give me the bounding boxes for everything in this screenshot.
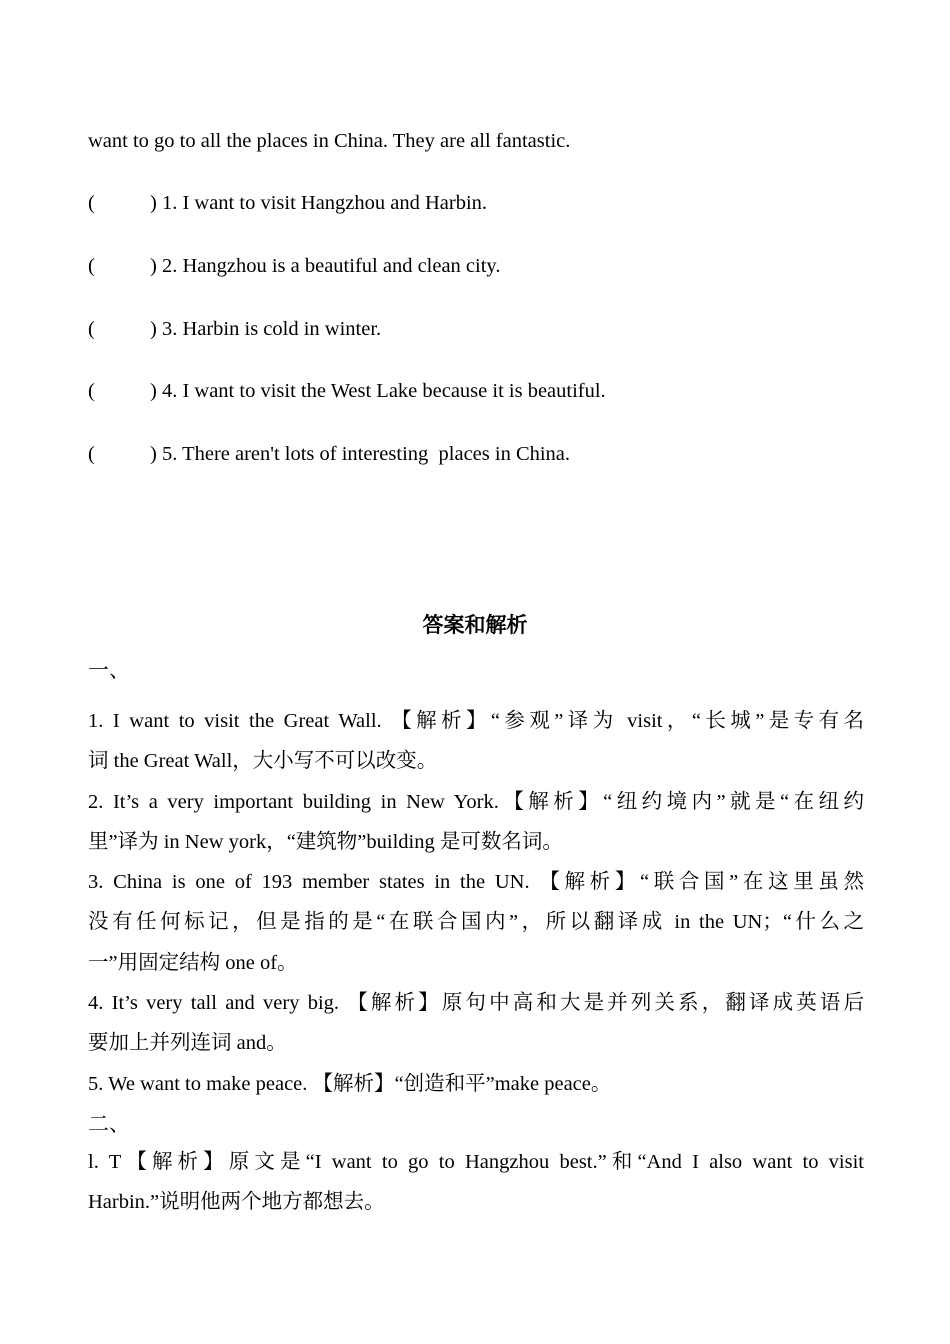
answer-line: 要加上并列连词 and。	[88, 1032, 287, 1054]
question-item	[88, 256, 500, 277]
answer-blank-close: )	[150, 318, 157, 340]
section-heading-1: 一、	[88, 658, 130, 682]
answer-line: 5. We want to make peace. 【解析】“创造和平”make peace。	[88, 1073, 612, 1095]
answer-blank-close: )	[150, 192, 157, 214]
question-item	[88, 381, 606, 402]
question-text: 3. Harbin is cold in winter.	[161, 318, 382, 340]
question-text: 5. There aren't lots of interesting places in China.	[161, 443, 571, 465]
section-heading-2: 二、	[88, 1112, 130, 1136]
answers-title: 答案和解析	[422, 613, 528, 637]
question-text: 1. I want to visit Hangzhou and Harbin.	[161, 192, 488, 214]
question-text: 4. I want to visit the West Lake because it is beautiful.	[161, 380, 606, 402]
answer-blank-close: )	[150, 380, 157, 402]
answer-blank-close: )	[150, 255, 157, 277]
question-item	[88, 319, 381, 340]
answer-line: 2. It’s a very important building in New York.【解析】“纽约境内”就是“在纽约	[88, 791, 864, 813]
answer-line: 没有任何标记，但是指的是“在联合国内”，所以翻译成 in the UN；“什么之	[88, 911, 864, 933]
question-text: 2. Hangzhou is a beautiful and clean city.	[161, 255, 501, 277]
answer-line: 4. It’s very tall and very big. 【解析】原句中高和大是并列关系，翻译成英语后	[88, 992, 864, 1014]
answer-line: 一”用固定结构 one of。	[88, 952, 298, 974]
answer-line: 3. China is one of 193 member states in the UN. 【解析】“联合国”在这里虽然	[88, 871, 864, 893]
answer-blank-open: (	[88, 192, 95, 214]
answer-line: 1. I want to visit the Great Wall. 【解析】“参观”译为 visit，“长城”是专有名	[88, 710, 864, 732]
answer-blank-open: (	[88, 443, 95, 465]
answer-line: 词 the Great Wall，大小写不可以改变。	[88, 750, 438, 772]
answer-line: Harbin.”说明他两个地方都想去。	[88, 1191, 385, 1213]
answer-blank-open: (	[88, 380, 95, 402]
answer-blank-close: )	[150, 443, 157, 465]
answer-blank-open: (	[88, 318, 95, 340]
question-item	[88, 444, 570, 465]
answer-line: 里”译为 in New york，“建筑物”building 是可数名词。	[88, 831, 563, 853]
question-item	[88, 193, 487, 214]
answer-line: l. T【解析】原文是“I want to go to Hangzhou best.”和“And I also want to visit	[88, 1151, 864, 1173]
answer-blank-open: (	[88, 255, 95, 277]
passage-closing-line: want to go to all the places in China. They are all fantastic.	[88, 130, 571, 152]
